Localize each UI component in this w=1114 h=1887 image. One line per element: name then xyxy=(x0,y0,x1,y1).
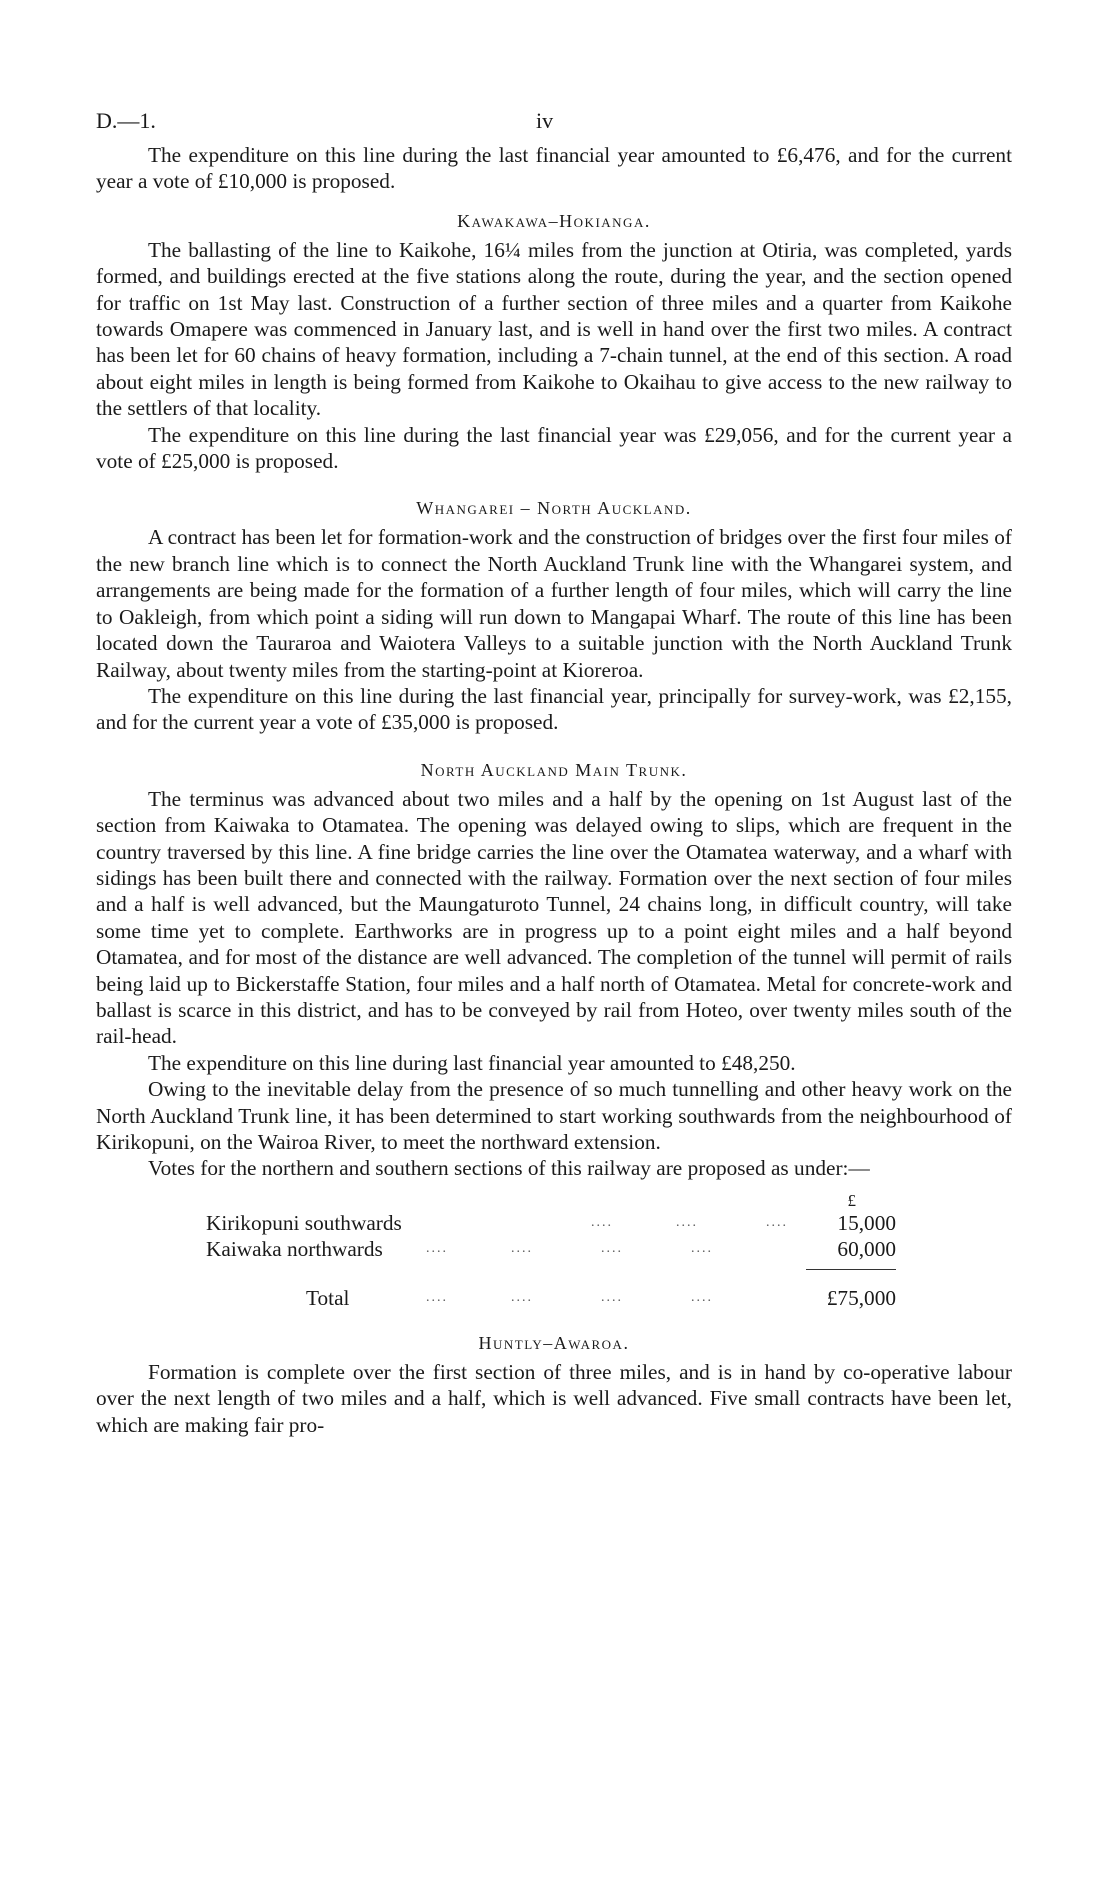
table-row xyxy=(206,1236,896,1262)
page-number: iv xyxy=(536,108,554,133)
section-north-auckland-main-trunk xyxy=(96,758,1012,1311)
section-heading: Huntly–Awaroa. xyxy=(478,1332,630,1353)
document-reference: D.—1. xyxy=(96,108,156,133)
section-heading: Kawakawa–Hokianga. xyxy=(457,210,651,231)
paragraph: The expenditure on this line during the last financial year was £29,056, and for the current year a vote of £25,000 is proposed. xyxy=(96,422,1012,474)
votes-table xyxy=(206,1186,896,1311)
leader-dots: .... xyxy=(691,1289,713,1305)
vote-amount: 60,000 xyxy=(837,1237,896,1262)
total-row xyxy=(206,1285,896,1311)
document-page xyxy=(96,108,1012,1438)
leader-dots: .... xyxy=(511,1289,533,1305)
paragraph: The expenditure on this line during last financial year amounted to £48,250. xyxy=(148,1050,796,1075)
section-huntly-awaroa xyxy=(96,1331,1012,1438)
page-header xyxy=(96,108,1012,142)
leader-dots: .... xyxy=(676,1214,698,1230)
leader-dots: .... xyxy=(766,1214,788,1230)
intro-paragraph: The expenditure on this line during the last financial year amounted to £6,476, and for the current year a vote of £10,000 is proposed. xyxy=(96,143,1012,194)
paragraph: The ballasting of the line to Kaikohe, 16¼ miles from the junction at Otiria, was completed, yards formed, and buildings erected at the five stations along the route, during the year, and the section opened for traffic on 1st May last. Construction of a further section of three miles and a quarter from Kaikohe towards Omapere was commenced in January last, and is well in hand over the first two miles. A contract has been let for 60 chains of heavy formation, including a 7-chain tunnel, at the end of this section. A road about eight miles in length is being formed from Kaikohe to Okaihau to give access to the new railway to the settlers of that locality. xyxy=(96,237,1012,421)
vote-label: Kirikopuni southwards xyxy=(206,1210,402,1235)
leader-dots: .... xyxy=(691,1241,713,1257)
section-kawakawa-hokianga xyxy=(96,209,1012,475)
leader-dots: .... xyxy=(591,1214,613,1230)
section-heading: North Auckland Main Trunk. xyxy=(420,759,688,780)
total-rule xyxy=(206,1263,896,1275)
paragraph: A contract has been let for formation-work and the construction of bridges over the first four miles of the new branch line which is to connect the North Auckland Trunk line with the Whangarei system, and arrangements are being made for the formation of a further length of four miles, which will carry the line to Oakleigh, from which point a siding will run down to Mangapai Wharf. The route of this line has been located down the Tauraroa and Waiotera Valleys to a suitable junction with the North Auckland Trunk Railway, about twenty miles from the starting-point at Kioreroa. xyxy=(96,525,1012,682)
section-whangarei-north-auckland xyxy=(96,496,1012,735)
leader-dots: .... xyxy=(601,1289,623,1305)
total-label: Total xyxy=(306,1285,350,1310)
leader-dots: .... xyxy=(426,1289,448,1305)
total-amount: £75,000 xyxy=(826,1285,896,1310)
leader-dots: .... xyxy=(601,1241,623,1257)
table-row xyxy=(206,1210,896,1236)
paragraph: The terminus was advanced about two miles and a half by the opening on 1st August last of the section from Kaiwaka to Otamatea. The opening was delayed owing to slips, which are frequent in the country traversed by this line. A fine bridge carries the line over the Otamatea waterway, and a wharf with sidings has been built there and connected with the railway. Formation over the next section of four miles and a half is well advanced, but the Maungaturoto Tunnel, 24 chains long, in difficult country, will take some time yet to complete. Earthworks are in progress up to a point eight miles and a half beyond Otamatea, and for most of the distance are well advanced. The completion of the tunnel will permit of rails being laid up to Bickerstaffe Station, four miles and a half north of Otamatea. Metal for concrete-work and ballast is scarce in this district, and has to be conveyed by rail from Hoteo, over twenty miles south of the rail-head. xyxy=(96,786,1012,1049)
paragraph: Votes for the northern and southern sections of this railway are proposed as under:— xyxy=(148,1156,870,1181)
currency-header xyxy=(206,1186,896,1210)
leader-dots: .... xyxy=(511,1241,533,1257)
currency-symbol: £ xyxy=(847,1190,856,1210)
vote-amount: 15,000 xyxy=(837,1210,896,1235)
paragraph: Formation is complete over the first section of three miles, and is in hand by co-operative labour over the next length of two miles and a half, which is well advanced. Five small contracts have been let, which are making fair pro- xyxy=(96,1359,1012,1437)
paragraph: The expenditure on this line during the last financial year, principally for survey-work, was £2,155, and for the current year a vote of £35,000 is proposed. xyxy=(96,683,1012,735)
leader-dots: .... xyxy=(426,1241,448,1257)
section-heading: Whangarei – North Auckland. xyxy=(416,498,692,519)
paragraph: Owing to the inevitable delay from the presence of so much tunnelling and other heavy work on the North Auckland Trunk line, it has been determined to start working southwards from the neighbourhood of Kirikopuni, on the Wairoa River, to meet the northward extension. xyxy=(96,1077,1012,1154)
vote-label: Kaiwaka northwards xyxy=(206,1237,383,1262)
